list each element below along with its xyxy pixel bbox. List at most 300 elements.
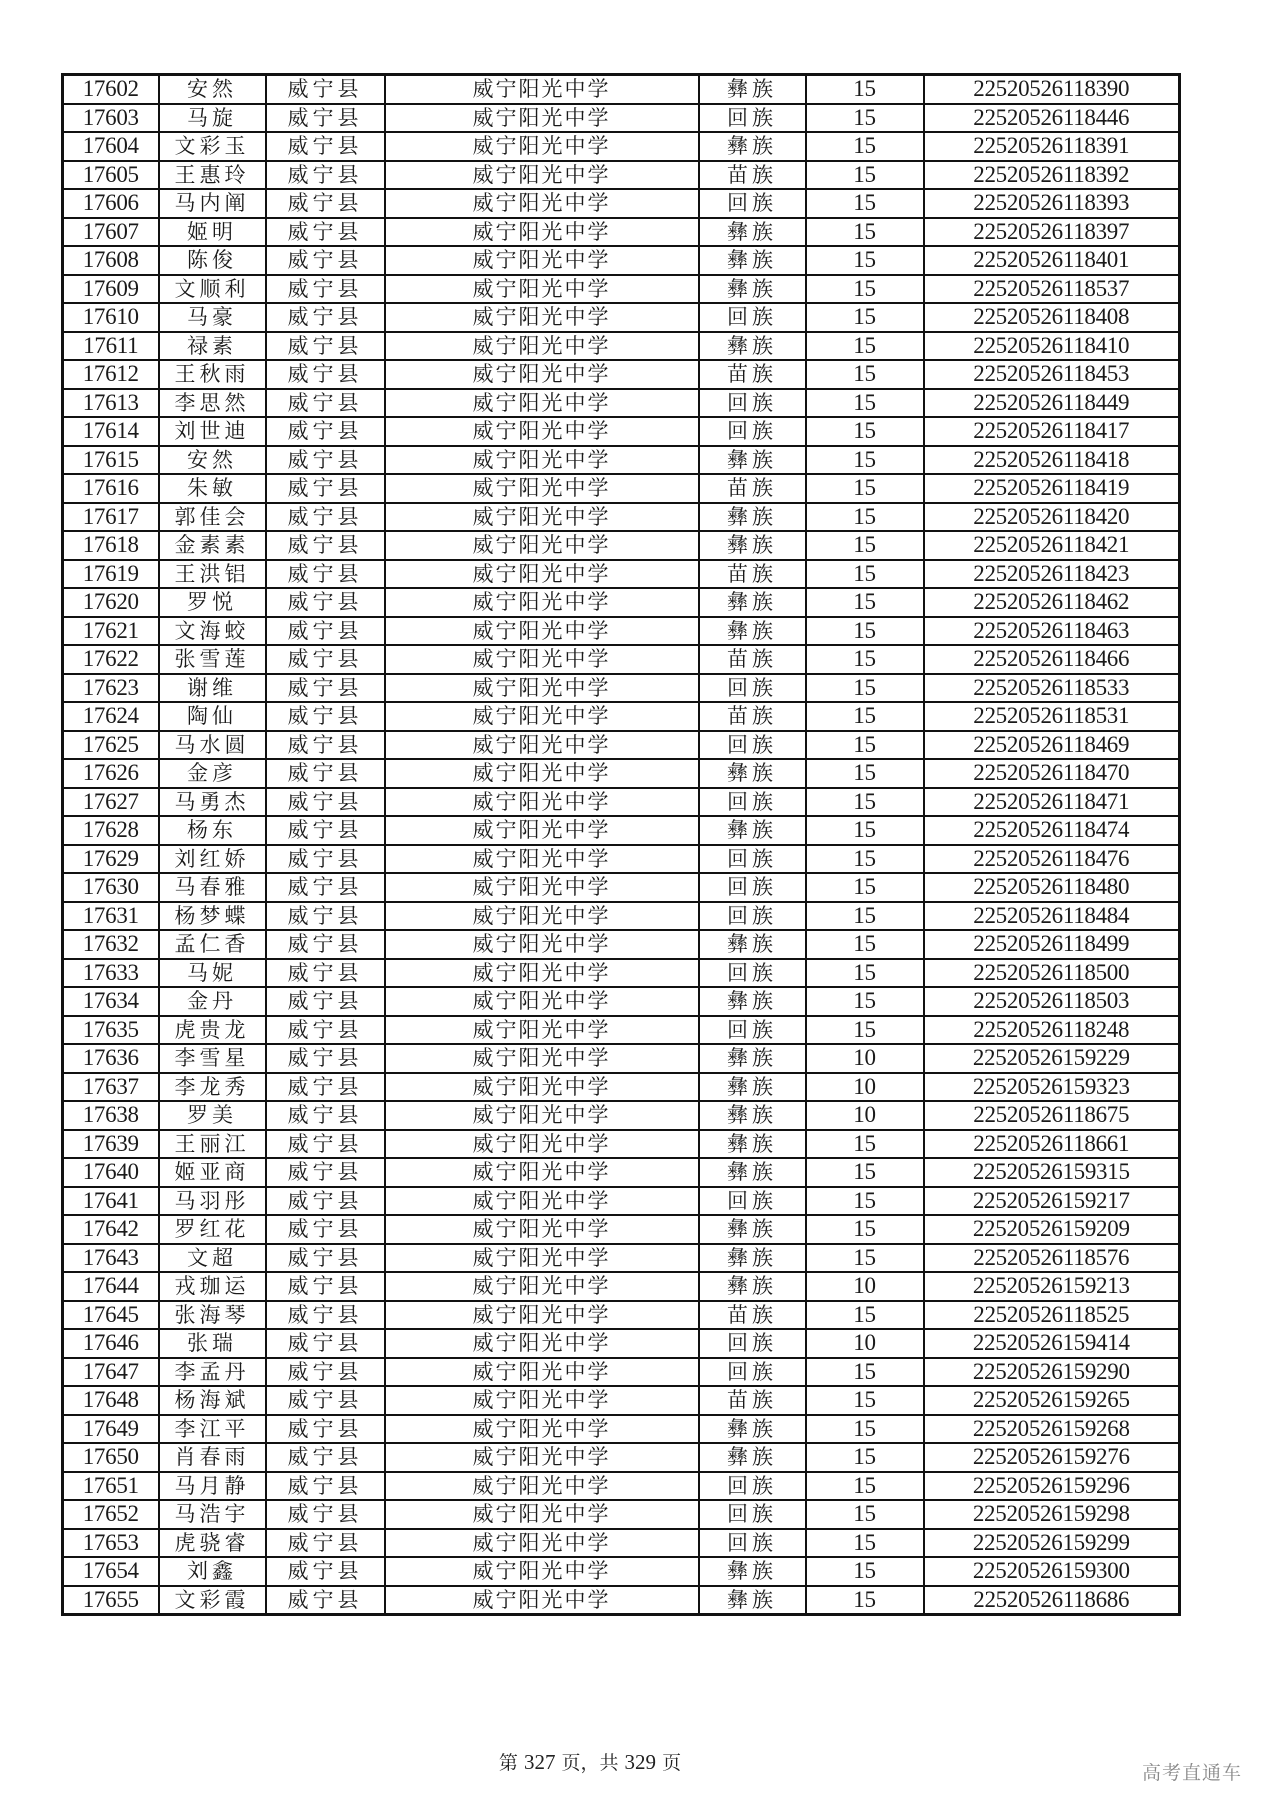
county-cell: 威宁县 [266, 1187, 385, 1216]
table-row [63, 246, 1180, 275]
name-cell: 文超 [159, 1244, 266, 1273]
school-cell: 威宁阳光中学 [385, 332, 699, 361]
name-cell: 杨梦蝶 [159, 902, 266, 931]
registration-number-cell: 22520526118531 [924, 702, 1180, 731]
county-cell: 威宁县 [266, 1301, 385, 1330]
school-cell: 威宁阳光中学 [385, 702, 699, 731]
table-row [63, 218, 1180, 247]
registration-number-cell: 22520526159414 [924, 1329, 1180, 1358]
name-cell: 马羽彤 [159, 1187, 266, 1216]
serial-number-cell: 17631 [63, 902, 159, 931]
registration-number-cell: 22520526159268 [924, 1415, 1180, 1444]
table-row [63, 845, 1180, 874]
county-cell: 威宁县 [266, 788, 385, 817]
county-cell: 威宁县 [266, 474, 385, 503]
serial-number-cell: 17618 [63, 531, 159, 560]
table-row [63, 1016, 1180, 1045]
registration-number-cell: 22520526118537 [924, 275, 1180, 304]
registration-number-cell: 22520526118503 [924, 987, 1180, 1016]
bonus-points-cell: 15 [806, 1187, 924, 1216]
registration-number-cell: 22520526118500 [924, 959, 1180, 988]
serial-number-cell: 17628 [63, 816, 159, 845]
table-row [63, 104, 1180, 133]
ethnicity-cell: 苗族 [699, 702, 806, 731]
school-cell: 威宁阳光中学 [385, 617, 699, 646]
ethnicity-cell: 回族 [699, 1472, 806, 1501]
serial-number-cell: 17619 [63, 560, 159, 589]
serial-number-cell: 17616 [63, 474, 159, 503]
ethnicity-cell: 彝族 [699, 1443, 806, 1472]
name-cell: 陶仙 [159, 702, 266, 731]
ethnicity-cell: 回族 [699, 674, 806, 703]
name-cell: 马豪 [159, 303, 266, 332]
table-row [63, 731, 1180, 760]
bonus-points-cell: 15 [806, 1557, 924, 1586]
school-cell: 威宁阳光中学 [385, 1272, 699, 1301]
serial-number-cell: 17606 [63, 189, 159, 218]
table-row [63, 1500, 1180, 1529]
ethnicity-cell: 彝族 [699, 1158, 806, 1187]
name-cell: 罗美 [159, 1101, 266, 1130]
name-cell: 马水圆 [159, 731, 266, 760]
county-cell: 威宁县 [266, 389, 385, 418]
registration-number-cell: 22520526118408 [924, 303, 1180, 332]
bonus-points-cell: 15 [806, 731, 924, 760]
school-cell: 威宁阳光中学 [385, 1016, 699, 1045]
registration-number-cell: 22520526159276 [924, 1443, 1180, 1472]
name-cell: 王秋雨 [159, 360, 266, 389]
school-cell: 威宁阳光中学 [385, 303, 699, 332]
county-cell: 威宁县 [266, 588, 385, 617]
county-cell: 威宁县 [266, 503, 385, 532]
bonus-points-cell: 15 [806, 332, 924, 361]
county-cell: 威宁县 [266, 1386, 385, 1415]
bonus-points-cell: 15 [806, 531, 924, 560]
table-row [63, 1215, 1180, 1244]
registration-number-cell: 22520526118421 [924, 531, 1180, 560]
name-cell: 金丹 [159, 987, 266, 1016]
bonus-points-cell: 15 [806, 132, 924, 161]
ethnicity-cell: 回族 [699, 959, 806, 988]
serial-number-cell: 17654 [63, 1557, 159, 1586]
county-cell: 威宁县 [266, 189, 385, 218]
registration-number-cell: 22520526118393 [924, 189, 1180, 218]
bonus-points-cell: 15 [806, 104, 924, 133]
serial-number-cell: 17653 [63, 1529, 159, 1558]
county-cell: 威宁县 [266, 1158, 385, 1187]
name-cell: 李江平 [159, 1415, 266, 1444]
serial-number-cell: 17639 [63, 1130, 159, 1159]
bonus-points-cell: 15 [806, 902, 924, 931]
registration-number-cell: 22520526118474 [924, 816, 1180, 845]
name-cell: 郭佳会 [159, 503, 266, 532]
serial-number-cell: 17627 [63, 788, 159, 817]
school-cell: 威宁阳光中学 [385, 873, 699, 902]
county-cell: 威宁县 [266, 560, 385, 589]
serial-number-cell: 17621 [63, 617, 159, 646]
school-cell: 威宁阳光中学 [385, 1443, 699, 1472]
registration-number-cell: 22520526118484 [924, 902, 1180, 931]
bonus-points-cell: 15 [806, 1386, 924, 1415]
school-cell: 威宁阳光中学 [385, 1101, 699, 1130]
ethnicity-cell: 彝族 [699, 531, 806, 560]
serial-number-cell: 17614 [63, 417, 159, 446]
county-cell: 威宁县 [266, 1073, 385, 1102]
name-cell: 李龙秀 [159, 1073, 266, 1102]
ethnicity-cell: 彝族 [699, 816, 806, 845]
county-cell: 威宁县 [266, 1415, 385, 1444]
county-cell: 威宁县 [266, 332, 385, 361]
county-cell: 威宁县 [266, 1557, 385, 1586]
table-row [63, 1415, 1180, 1444]
serial-number-cell: 17620 [63, 588, 159, 617]
ethnicity-cell: 苗族 [699, 161, 806, 190]
registration-number-cell: 22520526118248 [924, 1016, 1180, 1045]
ethnicity-cell: 回族 [699, 1016, 806, 1045]
table-row [63, 275, 1180, 304]
school-cell: 威宁阳光中学 [385, 132, 699, 161]
ethnicity-cell: 彝族 [699, 75, 806, 104]
school-cell: 威宁阳光中学 [385, 189, 699, 218]
table-row [63, 360, 1180, 389]
bonus-points-cell: 15 [806, 446, 924, 475]
bonus-points-cell: 15 [806, 702, 924, 731]
serial-number-cell: 17632 [63, 930, 159, 959]
ethnicity-cell: 回族 [699, 1500, 806, 1529]
table-row [63, 1529, 1180, 1558]
registration-number-cell: 22520526118463 [924, 617, 1180, 646]
serial-number-cell: 17636 [63, 1044, 159, 1073]
ethnicity-cell: 彝族 [699, 1101, 806, 1130]
registration-number-cell: 22520526118525 [924, 1301, 1180, 1330]
school-cell: 威宁阳光中学 [385, 75, 699, 104]
registration-number-cell: 22520526118418 [924, 446, 1180, 475]
ethnicity-cell: 苗族 [699, 1386, 806, 1415]
name-cell: 金素素 [159, 531, 266, 560]
name-cell: 金彦 [159, 759, 266, 788]
county-cell: 威宁县 [266, 674, 385, 703]
registration-number-cell: 22520526159290 [924, 1358, 1180, 1387]
bonus-points-cell: 15 [806, 674, 924, 703]
ethnicity-cell: 彝族 [699, 446, 806, 475]
county-cell: 威宁县 [266, 1101, 385, 1130]
table-row [63, 930, 1180, 959]
bonus-points-cell: 15 [806, 873, 924, 902]
school-cell: 威宁阳光中学 [385, 104, 699, 133]
ethnicity-cell: 苗族 [699, 645, 806, 674]
table-row [63, 645, 1180, 674]
name-cell: 杨海斌 [159, 1386, 266, 1415]
name-cell: 李思然 [159, 389, 266, 418]
serial-number-cell: 17634 [63, 987, 159, 1016]
school-cell: 威宁阳光中学 [385, 360, 699, 389]
school-cell: 威宁阳光中学 [385, 446, 699, 475]
registration-number-cell: 22520526118499 [924, 930, 1180, 959]
ethnicity-cell: 彝族 [699, 132, 806, 161]
school-cell: 威宁阳光中学 [385, 588, 699, 617]
table-row [63, 75, 1180, 104]
serial-number-cell: 17626 [63, 759, 159, 788]
ethnicity-cell: 苗族 [699, 474, 806, 503]
registration-number-cell: 22520526118417 [924, 417, 1180, 446]
registration-number-cell: 22520526118420 [924, 503, 1180, 532]
name-cell: 马月静 [159, 1472, 266, 1501]
bonus-points-cell: 15 [806, 503, 924, 532]
registration-number-cell: 22520526118471 [924, 788, 1180, 817]
table-row [63, 417, 1180, 446]
bonus-points-cell: 15 [806, 845, 924, 874]
registration-number-cell: 22520526159265 [924, 1386, 1180, 1415]
school-cell: 威宁阳光中学 [385, 161, 699, 190]
school-cell: 威宁阳光中学 [385, 1472, 699, 1501]
bonus-points-cell: 15 [806, 246, 924, 275]
school-cell: 威宁阳光中学 [385, 1415, 699, 1444]
registration-number-cell: 22520526118533 [924, 674, 1180, 703]
name-cell: 罗红花 [159, 1215, 266, 1244]
bonus-points-cell: 15 [806, 959, 924, 988]
ethnicity-cell: 彝族 [699, 588, 806, 617]
ethnicity-cell: 彝族 [699, 1415, 806, 1444]
ethnicity-cell: 回族 [699, 1329, 806, 1358]
name-cell: 杨东 [159, 816, 266, 845]
serial-number-cell: 17608 [63, 246, 159, 275]
county-cell: 威宁县 [266, 959, 385, 988]
county-cell: 威宁县 [266, 1215, 385, 1244]
bonus-points-cell: 15 [806, 987, 924, 1016]
table-row [63, 1073, 1180, 1102]
name-cell: 虎贵龙 [159, 1016, 266, 1045]
ethnicity-cell: 彝族 [699, 1557, 806, 1586]
table-row [63, 588, 1180, 617]
bonus-points-cell: 15 [806, 303, 924, 332]
ethnicity-cell: 彝族 [699, 503, 806, 532]
school-cell: 威宁阳光中学 [385, 959, 699, 988]
school-cell: 威宁阳光中学 [385, 1158, 699, 1187]
serial-number-cell: 17641 [63, 1187, 159, 1216]
ethnicity-cell: 彝族 [699, 1272, 806, 1301]
registration-number-cell: 22520526118462 [924, 588, 1180, 617]
table-row [63, 1158, 1180, 1187]
county-cell: 威宁县 [266, 816, 385, 845]
table-row [63, 1272, 1180, 1301]
table-row [63, 1557, 1180, 1586]
name-cell: 张雪莲 [159, 645, 266, 674]
table-row [63, 474, 1180, 503]
table-row [63, 560, 1180, 589]
county-cell: 威宁县 [266, 417, 385, 446]
table-row [63, 132, 1180, 161]
ethnicity-cell: 回族 [699, 873, 806, 902]
table-row [63, 389, 1180, 418]
serial-number-cell: 17648 [63, 1386, 159, 1415]
registration-number-cell: 22520526118476 [924, 845, 1180, 874]
name-cell: 王丽江 [159, 1130, 266, 1159]
name-cell: 张海琴 [159, 1301, 266, 1330]
registration-number-cell: 22520526118469 [924, 731, 1180, 760]
school-cell: 威宁阳光中学 [385, 389, 699, 418]
name-cell: 马勇杰 [159, 788, 266, 817]
table-row [63, 902, 1180, 931]
table-row [63, 531, 1180, 560]
registration-number-cell: 22520526118390 [924, 75, 1180, 104]
name-cell: 李雪星 [159, 1044, 266, 1073]
table-row [63, 189, 1180, 218]
ethnicity-cell: 彝族 [699, 1073, 806, 1102]
school-cell: 威宁阳光中学 [385, 531, 699, 560]
registration-number-cell: 22520526159229 [924, 1044, 1180, 1073]
registration-number-cell: 22520526118419 [924, 474, 1180, 503]
table-row [63, 332, 1180, 361]
serial-number-cell: 17625 [63, 731, 159, 760]
table-row [63, 873, 1180, 902]
serial-number-cell: 17611 [63, 332, 159, 361]
county-cell: 威宁县 [266, 1472, 385, 1501]
name-cell: 刘红娇 [159, 845, 266, 874]
school-cell: 威宁阳光中学 [385, 1301, 699, 1330]
county-cell: 威宁县 [266, 617, 385, 646]
registration-number-cell: 22520526159298 [924, 1500, 1180, 1529]
serial-number-cell: 17615 [63, 446, 159, 475]
table-row [63, 1244, 1180, 1273]
county-cell: 威宁县 [266, 645, 385, 674]
bonus-points-cell: 10 [806, 1101, 924, 1130]
bonus-points-cell: 15 [806, 189, 924, 218]
county-cell: 威宁县 [266, 132, 385, 161]
county-cell: 威宁县 [266, 218, 385, 247]
name-cell: 王洪铝 [159, 560, 266, 589]
serial-number-cell: 17643 [63, 1244, 159, 1273]
name-cell: 安然 [159, 446, 266, 475]
school-cell: 威宁阳光中学 [385, 1329, 699, 1358]
bonus-points-cell: 15 [806, 816, 924, 845]
serial-number-cell: 17602 [63, 75, 159, 104]
bonus-points-cell: 15 [806, 1215, 924, 1244]
ethnicity-cell: 彝族 [699, 332, 806, 361]
bonus-points-cell: 15 [806, 645, 924, 674]
ethnicity-cell: 彝族 [699, 930, 806, 959]
name-cell: 文海蛟 [159, 617, 266, 646]
county-cell: 威宁县 [266, 930, 385, 959]
school-cell: 威宁阳光中学 [385, 560, 699, 589]
name-cell: 马内阐 [159, 189, 266, 218]
school-cell: 威宁阳光中学 [385, 1386, 699, 1415]
serial-number-cell: 17610 [63, 303, 159, 332]
county-cell: 威宁县 [266, 845, 385, 874]
table-row [63, 1472, 1180, 1501]
registration-number-cell: 22520526118453 [924, 360, 1180, 389]
serial-number-cell: 17612 [63, 360, 159, 389]
ethnicity-cell: 回族 [699, 104, 806, 133]
name-cell: 马妮 [159, 959, 266, 988]
bonus-points-cell: 15 [806, 788, 924, 817]
serial-number-cell: 17652 [63, 1500, 159, 1529]
table-row [63, 1586, 1180, 1615]
ethnicity-cell: 彝族 [699, 1215, 806, 1244]
ethnicity-cell: 回族 [699, 845, 806, 874]
ethnicity-cell: 回族 [699, 417, 806, 446]
bonus-points-cell: 10 [806, 1044, 924, 1073]
school-cell: 威宁阳光中学 [385, 731, 699, 760]
registration-number-cell: 22520526118397 [924, 218, 1180, 247]
county-cell: 威宁县 [266, 360, 385, 389]
serial-number-cell: 17622 [63, 645, 159, 674]
serial-number-cell: 17640 [63, 1158, 159, 1187]
serial-number-cell: 17609 [63, 275, 159, 304]
ethnicity-cell: 回族 [699, 1187, 806, 1216]
name-cell: 刘鑫 [159, 1557, 266, 1586]
table-row [63, 303, 1180, 332]
name-cell: 安然 [159, 75, 266, 104]
ethnicity-cell: 苗族 [699, 360, 806, 389]
serial-number-cell: 17633 [63, 959, 159, 988]
name-cell: 朱敏 [159, 474, 266, 503]
serial-number-cell: 17624 [63, 702, 159, 731]
registration-number-cell: 22520526159296 [924, 1472, 1180, 1501]
serial-number-cell: 17642 [63, 1215, 159, 1244]
school-cell: 威宁阳光中学 [385, 1529, 699, 1558]
serial-number-cell: 17645 [63, 1301, 159, 1330]
bonus-points-cell: 15 [806, 1500, 924, 1529]
school-cell: 威宁阳光中学 [385, 246, 699, 275]
school-cell: 威宁阳光中学 [385, 1358, 699, 1387]
serial-number-cell: 17651 [63, 1472, 159, 1501]
county-cell: 威宁县 [266, 1130, 385, 1159]
table-row [63, 816, 1180, 845]
current-page-number: 327 [523, 1750, 556, 1774]
county-cell: 威宁县 [266, 1016, 385, 1045]
name-cell: 肖春雨 [159, 1443, 266, 1472]
table-row [63, 1044, 1180, 1073]
bonus-points-cell: 15 [806, 1158, 924, 1187]
county-cell: 威宁县 [266, 731, 385, 760]
school-cell: 威宁阳光中学 [385, 1073, 699, 1102]
registration-number-cell: 22520526118480 [924, 873, 1180, 902]
school-cell: 威宁阳光中学 [385, 816, 699, 845]
county-cell: 威宁县 [266, 531, 385, 560]
total-page-number: 329 [624, 1750, 657, 1774]
table-row [63, 1130, 1180, 1159]
bonus-points-cell: 15 [806, 1130, 924, 1159]
ethnicity-cell: 彝族 [699, 218, 806, 247]
registration-number-cell: 22520526159299 [924, 1529, 1180, 1558]
registration-number-cell: 22520526159217 [924, 1187, 1180, 1216]
bonus-points-cell: 15 [806, 417, 924, 446]
table-row [63, 1329, 1180, 1358]
registration-number-cell: 22520526118466 [924, 645, 1180, 674]
table-row [63, 959, 1180, 988]
registration-number-cell: 22520526118392 [924, 161, 1180, 190]
county-cell: 威宁县 [266, 1044, 385, 1073]
table-row [63, 446, 1180, 475]
registration-number-cell: 22520526118686 [924, 1586, 1180, 1615]
serial-number-cell: 17629 [63, 845, 159, 874]
ethnicity-cell: 回族 [699, 788, 806, 817]
bonus-points-cell: 10 [806, 1073, 924, 1102]
registration-number-cell: 22520526159300 [924, 1557, 1180, 1586]
table-row [63, 1187, 1180, 1216]
ethnicity-cell: 彝族 [699, 1244, 806, 1273]
ethnicity-cell: 回族 [699, 1529, 806, 1558]
name-cell: 虎骁睿 [159, 1529, 266, 1558]
serial-number-cell: 17604 [63, 132, 159, 161]
bonus-points-cell: 15 [806, 1529, 924, 1558]
table-row [63, 1358, 1180, 1387]
school-cell: 威宁阳光中学 [385, 218, 699, 247]
ethnicity-cell: 苗族 [699, 560, 806, 589]
name-cell: 陈俊 [159, 246, 266, 275]
school-cell: 威宁阳光中学 [385, 902, 699, 931]
county-cell: 威宁县 [266, 1244, 385, 1273]
